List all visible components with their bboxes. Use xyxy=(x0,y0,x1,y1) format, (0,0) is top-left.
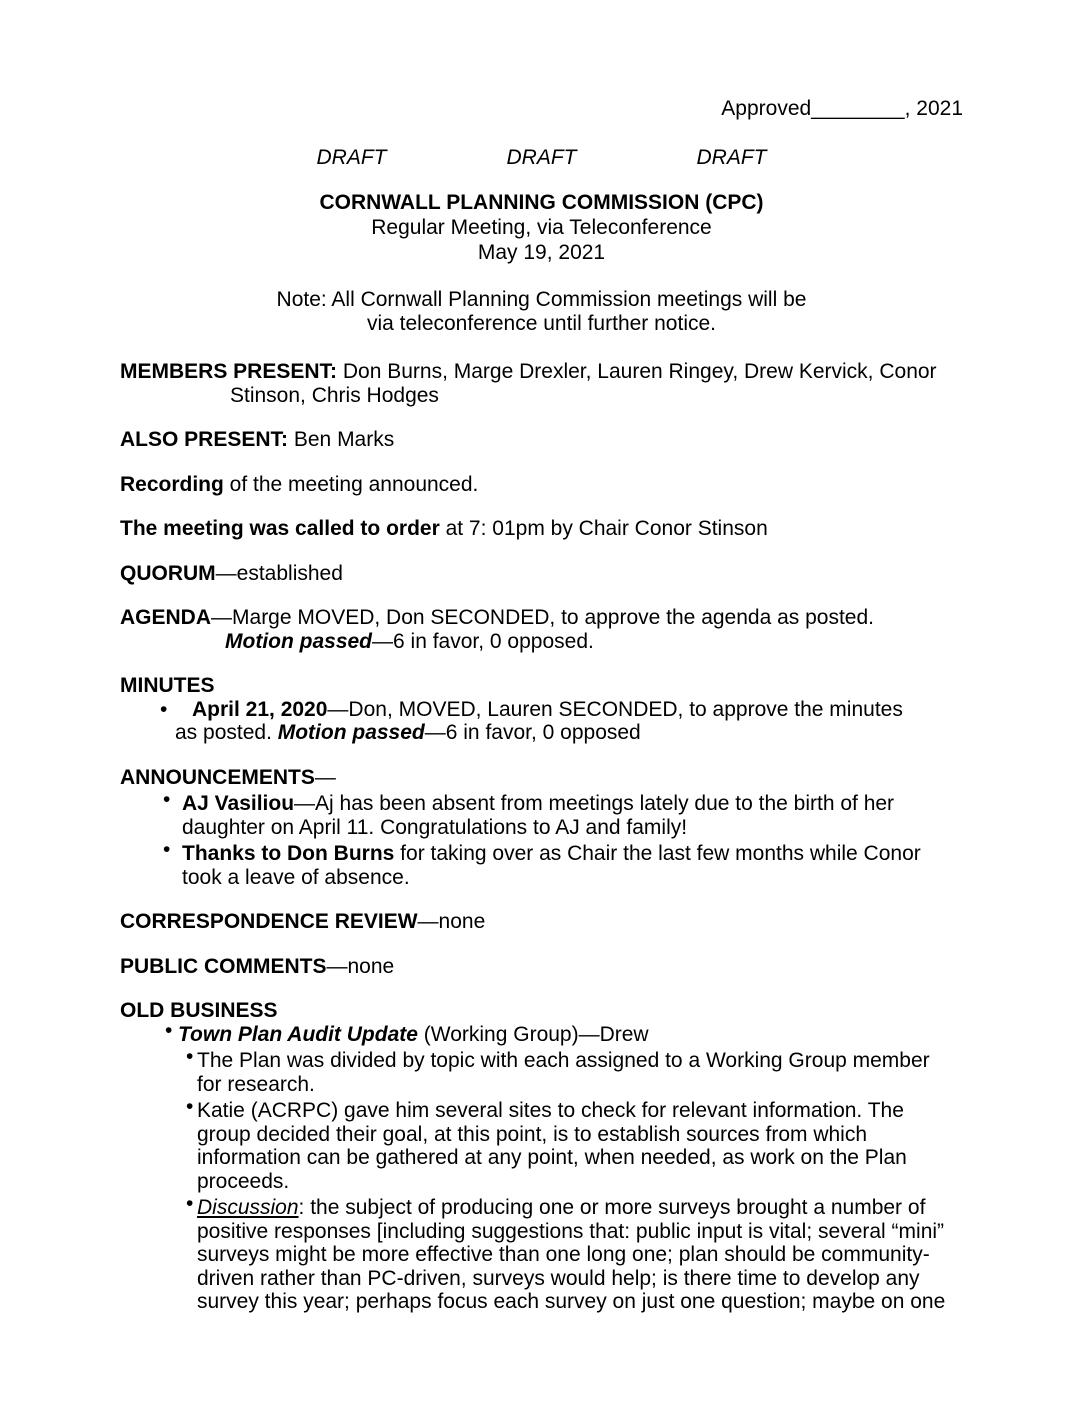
bullet-icon: • xyxy=(186,1192,194,1215)
correspondence-review xyxy=(120,910,963,934)
text-run: AGENDA xyxy=(120,606,212,629)
quorum xyxy=(120,562,963,586)
bullet-icon: • xyxy=(163,788,171,811)
text-run: at 7: 01pm by Chair Conor Stinson xyxy=(439,517,768,540)
text-run: surveys might be more effective than one long one; plan should be community- xyxy=(197,1243,930,1266)
text-run: Recording xyxy=(120,472,224,496)
text-run: Discussion xyxy=(197,1196,299,1219)
text-run: —Aj has been absent from meetings lately due to the birth of her xyxy=(294,792,895,815)
text-run: The Plan was divided by topic with each assigned to a Working Group member xyxy=(197,1049,930,1072)
draft-watermark: DRAFT xyxy=(316,145,387,169)
members-present xyxy=(120,360,963,384)
text-run: CORRESPONDENCE REVIEW xyxy=(120,910,418,933)
text-run: driven rather than PC-driven, surveys would help; is there time to develop any xyxy=(197,1266,920,1290)
note-line: Note: All Cornwall Planning Commission meetings will be xyxy=(276,288,807,311)
text-run: The meeting was called to order xyxy=(120,517,440,540)
text-run: positive responses [including suggestions that: public input is vital; several “mini” xyxy=(197,1219,945,1243)
text-run: took a leave of absence. xyxy=(182,865,410,889)
text-run: Stinson, Chris Hodges xyxy=(230,383,439,407)
text-run: —6 in favor, 0 opposed xyxy=(424,721,641,744)
plan-divided xyxy=(120,1045,963,1073)
text-run: —none xyxy=(417,910,486,933)
text-run: for taking over as Chair the last few months while Conor xyxy=(394,842,921,865)
bullet-icon: • xyxy=(165,1018,173,1042)
text-run: —Don, MOVED, Lauren SECONDED, to approve the minutes xyxy=(327,697,903,721)
minutes-item xyxy=(120,698,963,722)
title-block xyxy=(120,190,963,265)
members-present-cont xyxy=(120,384,963,408)
katie-acrpc-cont xyxy=(120,1146,963,1170)
note-line: via teleconference until further notice. xyxy=(366,311,717,335)
text-run: Thanks to Don Burns xyxy=(182,842,395,865)
text-run: ALSO PRESENT: xyxy=(120,428,289,451)
text-run: Town Plan Audit Update xyxy=(178,1022,418,1046)
announcement-thanks-cont xyxy=(120,866,963,890)
text-run: Katie (ACRPC) gave him several sites to check for relevant information. The xyxy=(197,1099,904,1122)
discussion-cont xyxy=(120,1220,963,1244)
discussion-cont xyxy=(120,1267,963,1291)
draft-row xyxy=(120,146,963,170)
document-body xyxy=(120,360,963,1314)
approved-line xyxy=(120,97,963,121)
recording xyxy=(120,473,963,497)
text-run: for research. xyxy=(197,1072,315,1096)
text-run: —6 in favor, 0 opposed. xyxy=(372,629,594,653)
text-run: survey this year; perhaps focus each survey on just one question; maybe on one xyxy=(197,1290,946,1313)
text-run: OLD BUSINESS xyxy=(120,999,278,1022)
text-run: proceeds. xyxy=(197,1169,290,1193)
town-plan-audit xyxy=(120,1018,963,1047)
text-run: MINUTES xyxy=(120,674,215,697)
text-run: —established xyxy=(215,561,343,585)
minutes-item-cont xyxy=(120,721,963,745)
text-run: — xyxy=(314,765,336,789)
agenda xyxy=(120,606,963,630)
public-comments xyxy=(120,955,963,979)
approved-text: Approved________, 2021 xyxy=(721,97,963,120)
text-run: —Marge MOVED, Don SECONDED, to approve the agenda as posted. xyxy=(211,606,875,629)
announcement-aj-cont xyxy=(120,816,963,840)
discussion-cont xyxy=(120,1243,963,1267)
plan-divided-cont xyxy=(120,1073,963,1097)
draft-watermark: DRAFT xyxy=(506,145,577,169)
text-run: PUBLIC COMMENTS xyxy=(120,954,327,978)
katie-acrpc-cont xyxy=(120,1170,963,1194)
document-subtitle: Regular Meeting, via Teleconference xyxy=(371,216,712,239)
katie-acrpc xyxy=(120,1095,963,1123)
katie-acrpc-cont xyxy=(120,1123,963,1147)
text-run: as posted. xyxy=(175,721,278,744)
document-title: CORNWALL PLANNING COMMISSION (CPC) xyxy=(319,191,764,214)
agenda-motion xyxy=(120,630,963,654)
text-run: of the meeting announced. xyxy=(223,472,479,496)
also-present xyxy=(120,428,963,452)
old-business-heading xyxy=(120,999,963,1023)
bullet-icon: • xyxy=(160,697,168,721)
text-run: group decided their goal, at this point, is to establish sources from which xyxy=(197,1122,868,1146)
document-date: May 19, 2021 xyxy=(477,241,606,264)
text-run: Ben Marks xyxy=(288,428,395,451)
text-run: Motion passed xyxy=(277,721,425,744)
draft-watermark: DRAFT xyxy=(696,145,767,169)
text-run: information can be gathered at any point, when needed, as work on the Plan xyxy=(197,1146,907,1169)
text-run: QUORUM xyxy=(120,561,216,585)
text-run: : the subject of producing one or more surveys brought a number of xyxy=(298,1196,926,1219)
text-run: Don Burns, Marge Drexler, Lauren Ringey, Drew Kervick, Conor xyxy=(337,360,937,383)
discussion-cont xyxy=(120,1290,963,1314)
text-run: April 21, 2020 xyxy=(192,697,328,721)
text-run: ANNOUNCEMENTS xyxy=(120,765,315,789)
text-run: daughter on April 11. Congratulations to AJ and family! xyxy=(182,815,688,839)
bullet-icon: • xyxy=(186,1045,194,1068)
text-run: —none xyxy=(326,954,395,978)
call-to-order xyxy=(120,517,963,541)
text-run: (Working Group)—Drew xyxy=(417,1022,649,1046)
text-run: MEMBERS PRESENT: xyxy=(120,360,338,383)
announcement-aj xyxy=(120,788,963,816)
note-block xyxy=(120,288,963,335)
text-run: AJ Vasiliou xyxy=(182,792,295,815)
text-run: Motion passed xyxy=(225,629,373,653)
minutes-heading xyxy=(120,674,963,698)
announcements-heading xyxy=(120,766,963,790)
bullet-icon: • xyxy=(186,1095,194,1118)
bullet-icon: • xyxy=(163,838,171,861)
discussion xyxy=(120,1192,963,1220)
announcement-thanks xyxy=(120,838,963,866)
